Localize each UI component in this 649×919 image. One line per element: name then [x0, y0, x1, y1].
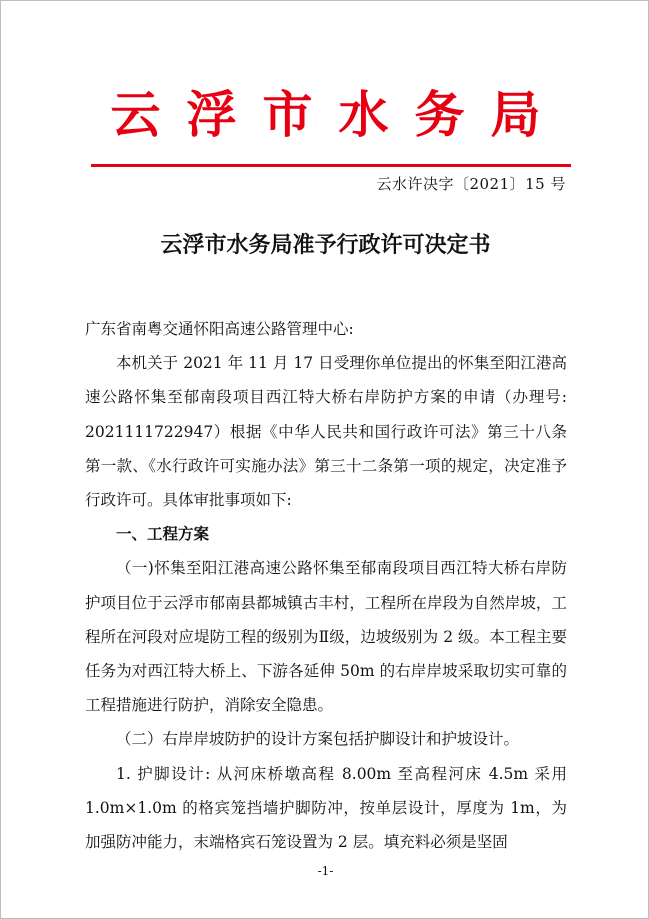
document-title: 云浮市水务局准予行政许可决定书	[160, 232, 491, 258]
red-divider-line	[91, 164, 571, 167]
document-body	[85, 312, 567, 859]
paragraph-toe-protection: 1. 护脚设计: 从河床桥墩高程 8.00m 至高程河床 4.5m 采用 1.0m×1.0m 的格宾笼挡墙护脚防冲，按单层设计，厚度为 1m，为加强防冲能力，末端格宾石笼设置为 2 层。填充料必须是坚固	[85, 764, 567, 852]
paragraph-project-location: （一)怀集至阳江港高速公路怀集至郁南段项目西江特大桥右岸防护项目位于云浮市郁南县都城镇古丰村，工程所在岸段为自然岸坡，工程所在河段对应堤防工程的级别为Ⅱ级，边坡级别为 2 级。本工程主要任务为对西江特大桥上、下游各延伸 50m 的右岸岸坡采取切实可靠的工程措施进行防护，消除安全隐患。	[85, 559, 567, 715]
document-number: 云水许决字〔2021〕15 号	[376, 175, 566, 193]
addressee: 广东省南粤交通怀阳高速公路管理中心:	[85, 320, 354, 338]
section-heading-engineering-plan: 一、工程方案	[116, 525, 210, 544]
paragraph-acceptance: 本机关于 2021 年 11 月 17 日受理你单位提出的怀集至阳江港高速公路怀集至郁南段项目西江特大桥右岸防护方案的申请（办理号: 2021111722947）根据《中华人民共和国行政许可法》第三十八条第一款、《水行政许可实施办法》第三十二条第一项的规定，决定准予行政许可。具体审批事项如下:	[85, 354, 567, 510]
page-number: -1-	[317, 864, 334, 878]
agency-name-header: 云浮市水务局	[110, 85, 567, 144]
paragraph-protection-design: （二）右岸岸坡防护的设计方案包括护脚设计和护坡设计。	[116, 730, 520, 749]
